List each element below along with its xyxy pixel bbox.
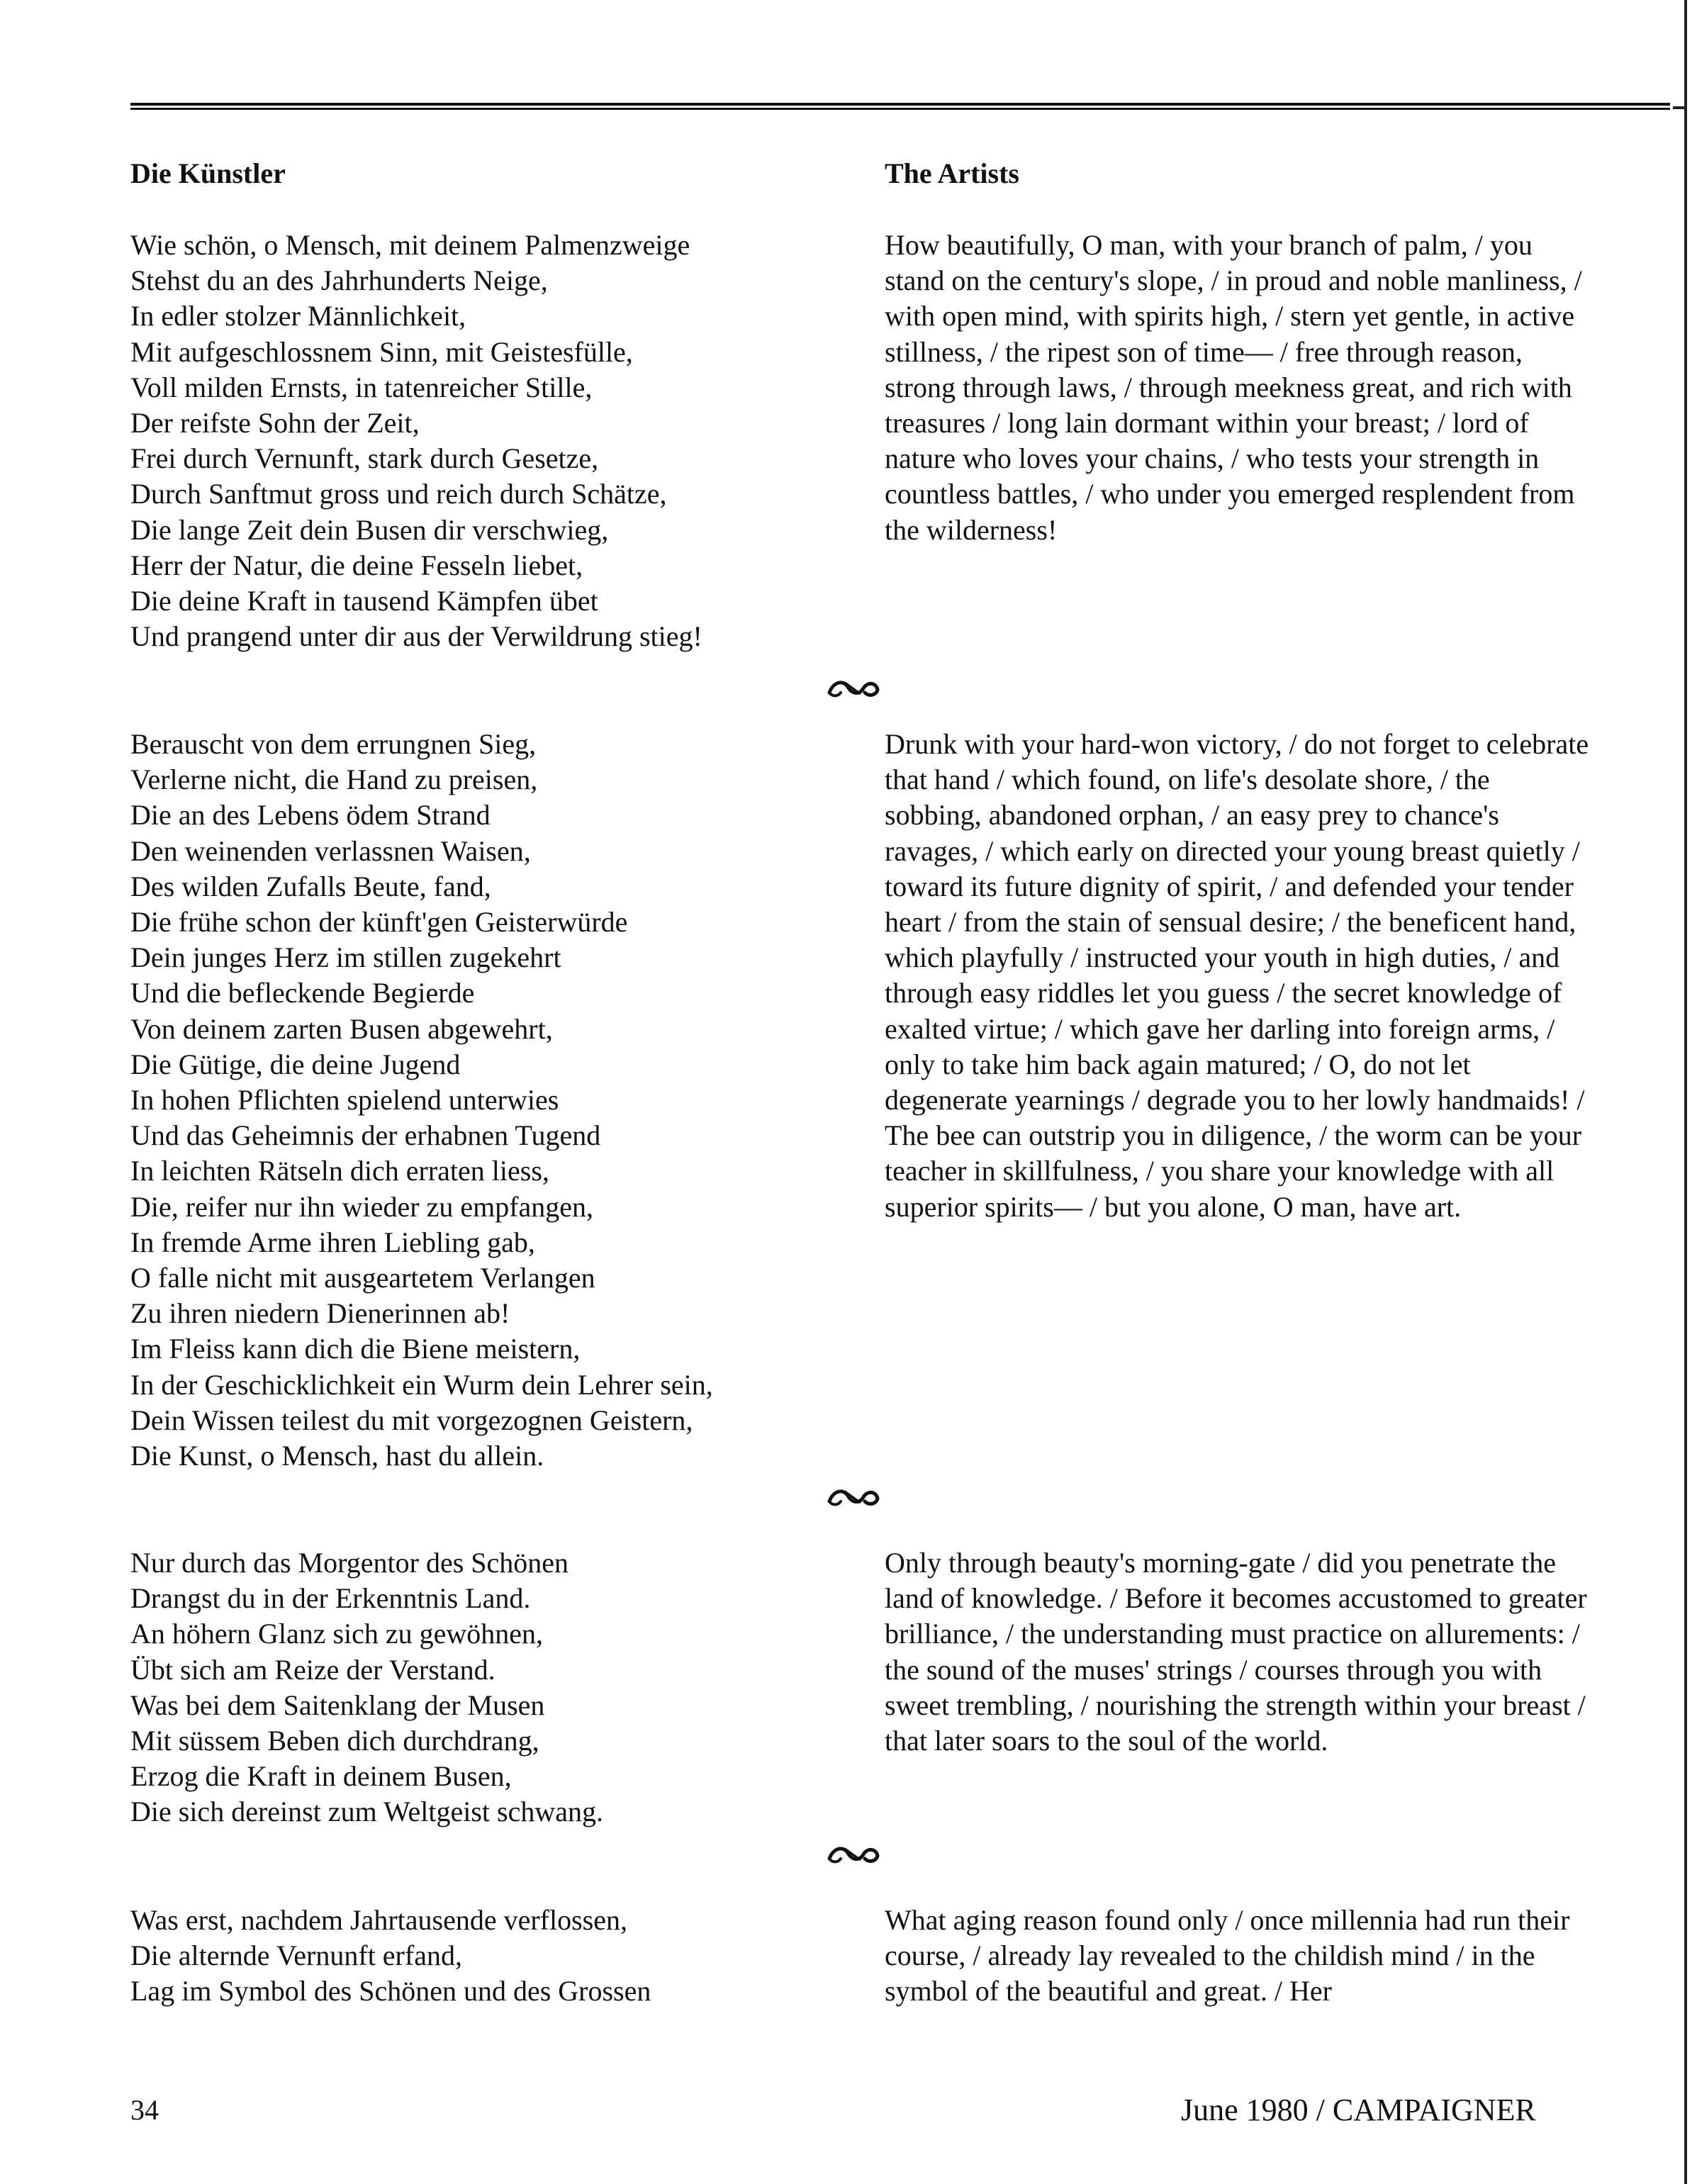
poem-line: An höhern Glanz sich zu gewöhnen, [130, 1618, 544, 1650]
page-edge-tick [1673, 106, 1684, 109]
poem-line: Die, reifer nur ihn wieder zu empfangen, [130, 1190, 594, 1223]
poem-line: Des wilden Zufalls Beute, fand, [130, 870, 491, 902]
poem-line: In fremde Arme ihren Liebling gab, [130, 1226, 535, 1258]
issue-credit: June 1980 / CAMPAIGNER [1181, 2093, 1536, 2127]
english-translation-title: The Artists [885, 157, 1019, 189]
poem-line: Die alternde Vernunft erfand, [130, 1939, 462, 1972]
poem-line: Drangst du in der Erkenntnis Land. [130, 1582, 531, 1615]
poem-line: Lag im Symbol des Schönen und des Grossen [130, 1975, 651, 2007]
poem-line: Die lange Zeit dein Busen dir verschwieg, [130, 513, 609, 546]
poem-line: Berauscht von dem errungnen Sieg, [130, 728, 537, 760]
poem-line: Und das Geheimnis der erhabnen Tugend [130, 1119, 601, 1152]
poem-line: Den weinenden verlassnen Waisen, [130, 834, 531, 867]
translation-paragraph-1: How beautifully, O man, with your branch of palm, / you stand on the century's slope, / in proud and noble manliness, / with open mind, with spirits high, / stern yet gentle, in active stillness, / the ripest son of time— / free through reason, strong through laws, / through meekness great, and rich with treasures / long lain dormant within your breast; / lord of nature who loves your chains, / who tests your strength in countless battles, / who under you emerged resplendent from the wilderness! [885, 229, 1582, 546]
poem-line: Mit süssem Beben dich durchdrang, [130, 1725, 539, 1757]
poem-line: Herr der Natur, die deine Fesseln liebet, [130, 549, 583, 581]
scroll-ornament-icon [827, 1486, 880, 1508]
poem-line: Zu ihren niedern Dienerinnen ab! [130, 1297, 510, 1330]
poem-line: Frei durch Vernunft, stark durch Gesetze, [130, 442, 599, 475]
translation-paragraph-4: What aging reason found only / once millennia had run their course, / already lay revealed to the childish mind / in the symbol of the beautiful and great. / Her [885, 1904, 1570, 2007]
poem-line: In der Geschicklichkeit ein Wurm dein Lehrer sein, [130, 1368, 713, 1401]
poem-line: Von deinem zarten Busen abgewehrt, [130, 1012, 553, 1045]
poem-line: Stehst du an des Jahrhunderts Neige, [130, 264, 548, 297]
page-edge-line [1684, 0, 1687, 2184]
scroll-ornament-icon [827, 1843, 880, 1866]
poem-line: Durch Sanftmut gross und reich durch Schätze, [130, 478, 667, 510]
german-poem-title: Die Künstler [130, 157, 286, 189]
poem-line: Wie schön, o Mensch, mit deinem Palmenzweige [130, 229, 690, 261]
poem-line: Und die befleckende Begierde [130, 977, 475, 1009]
german-stanza-3 [130, 1545, 603, 1830]
german-stanza-1 [130, 228, 702, 654]
poem-line: Was bei dem Saitenklang der Musen [130, 1689, 545, 1721]
translation-paragraph-2: Drunk with your hard-won victory, / do not forget to celebrate that hand / which found, on life's desolate shore, / the sobbing, abandoned orphan, / an easy prey to chance's ravages, / which early on directed your young breast quietly / toward its future dignity of spirit, / and defended your tender heart / from the stain of sensual desire; / the beneficent hand, which playfully / instructed your youth in high duties, / and through easy riddles let you guess / the secret knowledge of exalted virtue; / which gave her darling into foreign arms, / only to take him back again matured; / O, do not let degenerate yearnings / degrade you to her lowly handmaids! / The bee can outstrip you in diligence, / the worm can be your teacher in skillfulness, / you share your knowledge with all superior spirits— / but you alone, O man, have art. [885, 728, 1589, 1223]
poem-line: Im Fleiss kann dich die Biene meistern, [130, 1333, 581, 1365]
german-stanza-4 [130, 1903, 651, 2010]
poem-line: In leichten Rätseln dich erraten liess, [130, 1155, 549, 1187]
poem-line: Erzog die Kraft in deinem Busen, [130, 1760, 512, 1793]
poem-line: O falle nicht mit ausgeartetem Verlangen [130, 1262, 595, 1294]
scroll-ornament-icon [827, 677, 880, 700]
poem-line: Die sich dereinst zum Weltgeist schwang. [130, 1796, 603, 1828]
poem-line: Die deine Kraft in tausend Kämpfen übet [130, 585, 598, 617]
poem-line: Die Gütige, die deine Jugend [130, 1048, 461, 1080]
translation-paragraph-3: Only through beauty's morning-gate / did you penetrate the land of knowledge. / Before it becomes accustomed to greater brilliance, / the understanding must practice on allurements: / the sound of the muses' strings / courses through you with sweet trembling, / nourishing the strength within your breast / that later soars to the soul of the world. [885, 1547, 1587, 1757]
poem-line: Die Kunst, o Mensch, hast du allein. [130, 1440, 544, 1472]
poem-line: Der reifste Sohn der Zeit, [130, 407, 420, 439]
poem-line: In hohen Pflichten spielend unterwies [130, 1084, 559, 1116]
top-double-rule [130, 103, 1670, 110]
poem-line: Die an des Lebens ödem Strand [130, 799, 491, 831]
poem-line: Dein junges Herz im stillen zugekehrt [130, 941, 561, 974]
poem-line: Voll milden Ernsts, in tatenreicher Stille, [130, 371, 593, 403]
poem-line: Und prangend unter dir aus der Verwildrung stieg! [130, 620, 702, 653]
page-number: 34 [130, 2094, 159, 2126]
german-stanza-2 [130, 727, 713, 1474]
poem-line: Die frühe schon der künft'gen Geisterwürde [130, 906, 628, 939]
poem-line: In edler stolzer Männlichkeit, [130, 300, 466, 332]
poem-line: Dein Wissen teilest du mit vorgezognen Geistern, [130, 1404, 693, 1436]
poem-line: Verlerne nicht, die Hand zu preisen, [130, 763, 538, 796]
poem-line: Übt sich am Reize der Verstand. [130, 1653, 495, 1686]
poem-line: Mit aufgeschlossnem Sinn, mit Geistesfülle, [130, 335, 633, 368]
poem-line: Was erst, nachdem Jahrtausende verflossen, [130, 1904, 627, 1936]
poem-line: Nur durch das Morgentor des Schönen [130, 1547, 569, 1579]
